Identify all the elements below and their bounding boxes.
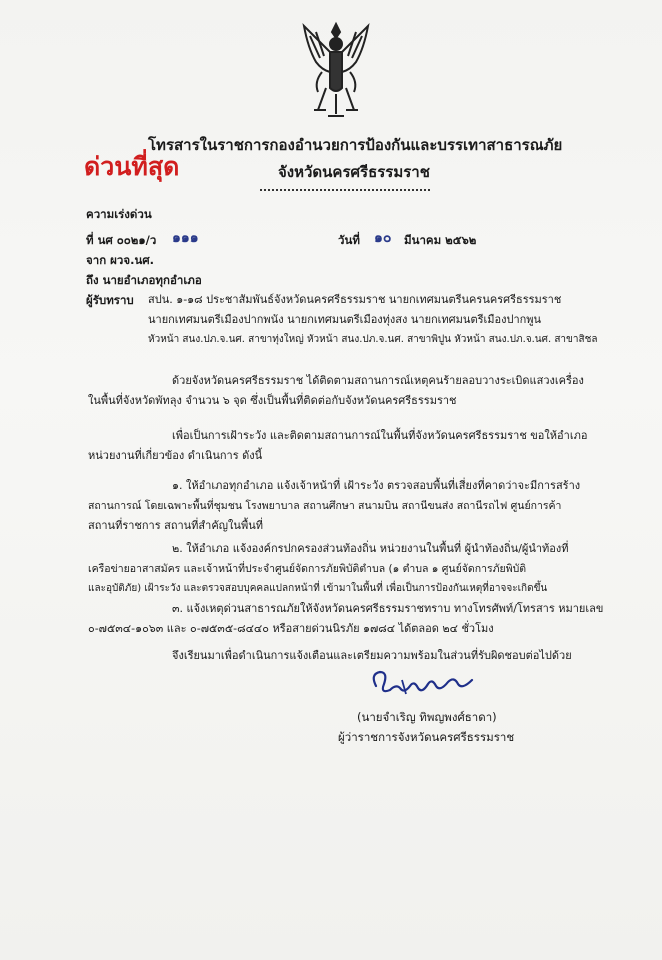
item-2-line-1: ๒. ให้อำเภอ แจ้งองค์กรปกครองส่วนท้องถิ่น หน่วยงานในพื้นที่ ผู้นำท้องถิ่น/ผู้นำท้องที่ xyxy=(172,542,569,555)
item-1-line-1: ๑. ให้อำเภอทุกอำเภอ แจ้งเจ้าหน้าที่ เฝ้าระวัง ตรวจสอบพื้นที่เสี่ยงที่คาดว่าจะมีการสร้าง xyxy=(172,479,581,492)
item-1-line-2: สถานการณ์ โดยเฉพาะพื้นที่ชุมชน โรงพยาบาล สถานศึกษา สนามบิน สถานีขนส่ง สถานีรถไฟ ศูนย์การค้า xyxy=(88,500,562,512)
recipients-label: ผู้รับทราบ xyxy=(86,293,134,307)
date-label: วันที่ xyxy=(338,233,360,247)
item-1-line-3: สถานที่ราชการ สถานที่สำคัญในพื้นที่ xyxy=(88,519,263,532)
recipients-line-1: สปน. ๑-๑๘ ประชาสัมพันธ์จังหวัดนครศรีธรรมราช นายกเทศมนตรีนครนครศรีธรรมราช xyxy=(148,293,562,306)
paragraph-2-line-1: เพื่อเป็นการเฝ้าระวัง และติดตามสถานการณ์ในพื้นที่จังหวัดนครศรีธรรมราช ขอให้อำเภอ xyxy=(172,429,588,442)
garuda-emblem-icon xyxy=(296,18,376,122)
reference-number: ๑๑๑ xyxy=(172,230,199,246)
signatory-position: ผู้ว่าราชการจังหวัดนครศรีธรรมราช xyxy=(338,730,515,744)
urgent-stamp: ด่วนที่สุด xyxy=(84,152,180,181)
recipients-line-2: นายกเทศมนตรีเมืองปากพนัง นายกเทศมนตรีเมืองทุ่งสง นายกเทศมนตรีเมืองปากพูน xyxy=(148,313,542,326)
signatory-name: (นายจำเริญ ทิพญพงศ์ธาดา) xyxy=(357,710,497,724)
item-2-line-3: และอุบัติภัย) เฝ้าระวัง และตรวจสอบบุคคลแปลกหน้าที่ เข้ามาในพื้นที่ เพื่อเป็นการป้องกันเหตุที่อาจจะเกิดขึ้น xyxy=(88,583,548,594)
recipients-line-3: หัวหน้า สนง.ปภ.จ.นศ. สาขาทุ่งใหญ่ หัวหน้า สนง.ปภ.จ.นศ. สาขาพิปูน หัวหน้า สนง.ปภ.จ.นศ. สาขาสิชล xyxy=(148,334,598,345)
item-3-line-1: ๓. แจ้งเหตุด่วนสาธารณภัยให้จังหวัดนครศรีธรรมราชทราบ ทางโทรศัพท์/โทรสาร หมายเลข xyxy=(172,602,604,615)
province-name: จังหวัดนครศรีธรรมราช xyxy=(278,163,430,181)
paragraph-1-line-2: ในพื้นที่จังหวัดพัทลุง จำนวน ๖ จุด ซึ่งเป็นพื้นที่ติดต่อกับจังหวัดนครศรีธรรมราช xyxy=(88,394,457,407)
header-divider xyxy=(260,189,430,191)
date-month-year: มีนาคม ๒๕๖๒ xyxy=(404,233,477,247)
priority-label: ความเร่งด่วน xyxy=(86,207,152,221)
reference-label: ที่ นศ ๐๐๒๑/ว xyxy=(86,233,157,247)
closing-line: จึงเรียนมาเพื่อดำเนินการแจ้งเตือนและเตรียมความพร้อมในส่วนที่รับผิดชอบต่อไปด้วย xyxy=(172,649,572,662)
item-3-line-2: ๐-๗๕๓๔-๑๐๖๓ และ ๐-๗๕๓๕-๘๔๔๐ หรือสายด่วนนิรภัย ๑๗๘๔ ได้ตลอด ๒๔ ชั่วโมง xyxy=(88,622,494,635)
handwritten-signature xyxy=(362,666,482,700)
paragraph-1-line-1: ด้วยจังหวัดนครศรีธรรมราช ได้ติดตามสถานการณ์เหตุคนร้ายลอบวางระเบิดแสวงเครื่อง xyxy=(172,374,584,387)
letter-title: โทรสารในราชการกองอำนวยการป้องกันและบรรเทาสาธารณภัย xyxy=(148,136,563,154)
paragraph-2-line-2: หน่วยงานที่เกี่ยวข้อง ดำเนินการ ดังนี้ xyxy=(88,449,263,462)
to-line: ถึง นายอำเภอทุกอำเภอ xyxy=(86,273,202,287)
item-2-line-2: เครือข่ายอาสาสมัคร และเจ้าหน้าที่ประจำศูนย์จัดการภัยพิบัติตำบล (๑ ตำบล ๑ ศูนย์จัดการภัยพิบัติ xyxy=(88,563,527,575)
from-line: จาก ผวจ.นศ. xyxy=(86,253,154,267)
date-day: ๑๐ xyxy=(374,230,392,246)
